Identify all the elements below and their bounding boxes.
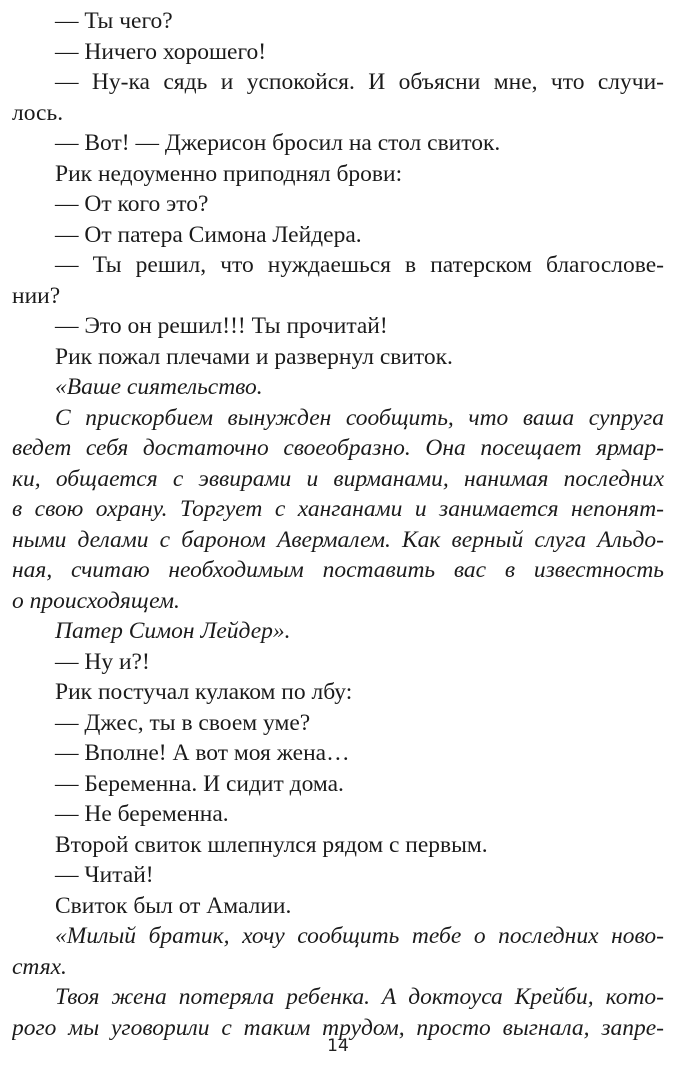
text-line: Рик недоуменно приподнял брови: (55, 160, 403, 187)
text-line: нии? (12, 282, 61, 309)
text-line: рого мы уговорили с таким трудом, просто выгнала, запре- (12, 1014, 664, 1041)
text-line: — От патера Симона Лейдера. (55, 221, 362, 248)
text-line: — Ничего хорошего! (55, 38, 267, 65)
text-line: в свою охрану. Торгует с ханганами и занимается непонят- (12, 496, 664, 522)
text-line: — Беременна. И сидит дома. (55, 770, 344, 797)
text-line: Свиток был от Амалии. (55, 892, 292, 919)
text-line: — Ну-ка сядь и успокойся. И объясни мне, что случи- (55, 69, 664, 95)
text-line: о происходящем. (12, 587, 180, 614)
text-line: Патер Симон Лейдер». (55, 618, 291, 644)
text-line: Второй свиток шлепнулся рядом с первым. (55, 831, 488, 858)
text-line: Твоя жена потеряла ребенка. А доктоуса Крейби, кото- (55, 984, 664, 1010)
page-number: 14 (327, 1036, 349, 1056)
text-line: лось. (12, 99, 64, 126)
text-line: Рик постучал кулаком по лбу: (55, 679, 353, 705)
text-line: — Читай! (55, 862, 154, 888)
text-line: «Ваше сиятельство. (55, 374, 263, 400)
text-line: — Это он решил!!! Ты прочитай! (55, 313, 388, 339)
page-body (12, 6, 664, 1043)
text-line: — Ну и?! (55, 648, 150, 675)
text-line: — Ты решил, что нуждаешься в патерском благослове- (55, 252, 664, 278)
text-line: ными делами с бароном Авермалем. Как верный слуга Альдо- (12, 526, 664, 553)
text-line: ная, считаю необходимым поставить вас в известность (12, 557, 664, 583)
text-line: «Милый братик, хочу сообщить тебе о последних ново- (55, 923, 664, 949)
text-line: Рик пожал плечами и развернул свиток. (55, 343, 453, 370)
text-line: — Ты чего? (55, 8, 173, 34)
text-line: стях. (12, 953, 67, 980)
text-line: ведет себя достаточно своеобразно. Она посещает ярмар- (12, 435, 664, 461)
text-line: С прискорбием вынужден сообщить, что ваша супруга (55, 404, 664, 431)
text-line: — Не беременна. (55, 801, 229, 827)
text-line: — От кого это? (55, 191, 209, 217)
text-line: — Джес, ты в своем уме? (55, 709, 311, 736)
text-line: — Вот! — Джерисон бросил на стол свиток. (55, 130, 501, 156)
text-line: ки, общается с эввирами и вирманами, нанимая последних (12, 465, 664, 492)
text-line: — Вполне! А вот моя жена… (55, 740, 350, 766)
